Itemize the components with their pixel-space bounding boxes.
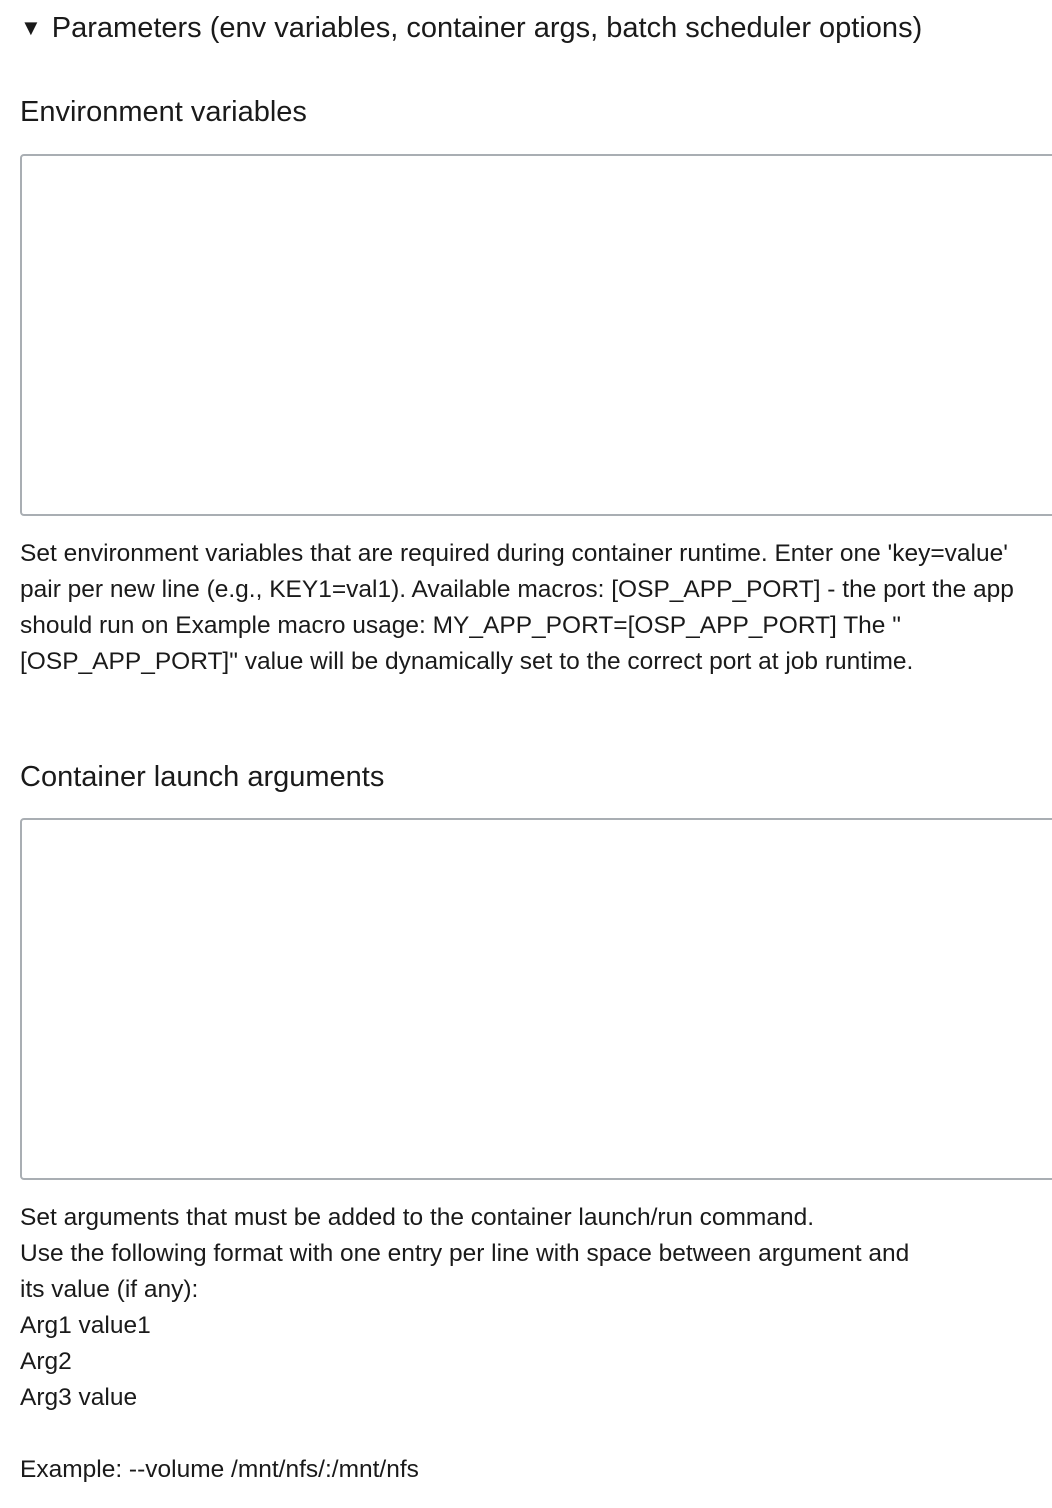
container-args-help-line: Set arguments that must be added to the container launch/run command. xyxy=(20,1204,815,1231)
container-args-help-line xyxy=(20,1416,1040,1452)
caret-down-icon: ▼ xyxy=(20,15,42,40)
container-args-label: Container launch arguments xyxy=(20,761,385,793)
container-args-textarea[interactable] xyxy=(20,818,1052,1180)
env-variables-help: Set environment variables that are required during container runtime. Enter one 'key=value' pair per new line (e.g., KEY1=val1). Available macros: [OSP_APP_PORT] - the port the app should run on Example macro usage: MY_APP_PORT=[OSP_APP_PORT] The "[OSP_APP_PORT]" value will be dynamically set to the correct port at job runtime. xyxy=(20,540,1014,675)
container-args-help-line: Arg1 value1 xyxy=(20,1312,151,1339)
parameters-section-toggle[interactable] xyxy=(20,8,922,48)
env-variables-label: Environment variables xyxy=(20,96,307,128)
env-variables-textarea[interactable] xyxy=(20,154,1052,516)
container-args-help-line: Arg2 xyxy=(20,1348,72,1375)
container-args-help-line: Example: --volume /mnt/nfs/:/mnt/nfs xyxy=(20,1456,419,1483)
container-args-help-line: its value (if any): xyxy=(20,1276,199,1303)
container-args-help-line: Use the following format with one entry per line with space between argument and xyxy=(20,1240,910,1267)
container-args-help-line: Arg3 value xyxy=(20,1384,138,1411)
container-args-help xyxy=(20,1200,1040,1488)
parameters-section-title: Parameters (env variables, container args, batch scheduler options) xyxy=(51,11,923,44)
